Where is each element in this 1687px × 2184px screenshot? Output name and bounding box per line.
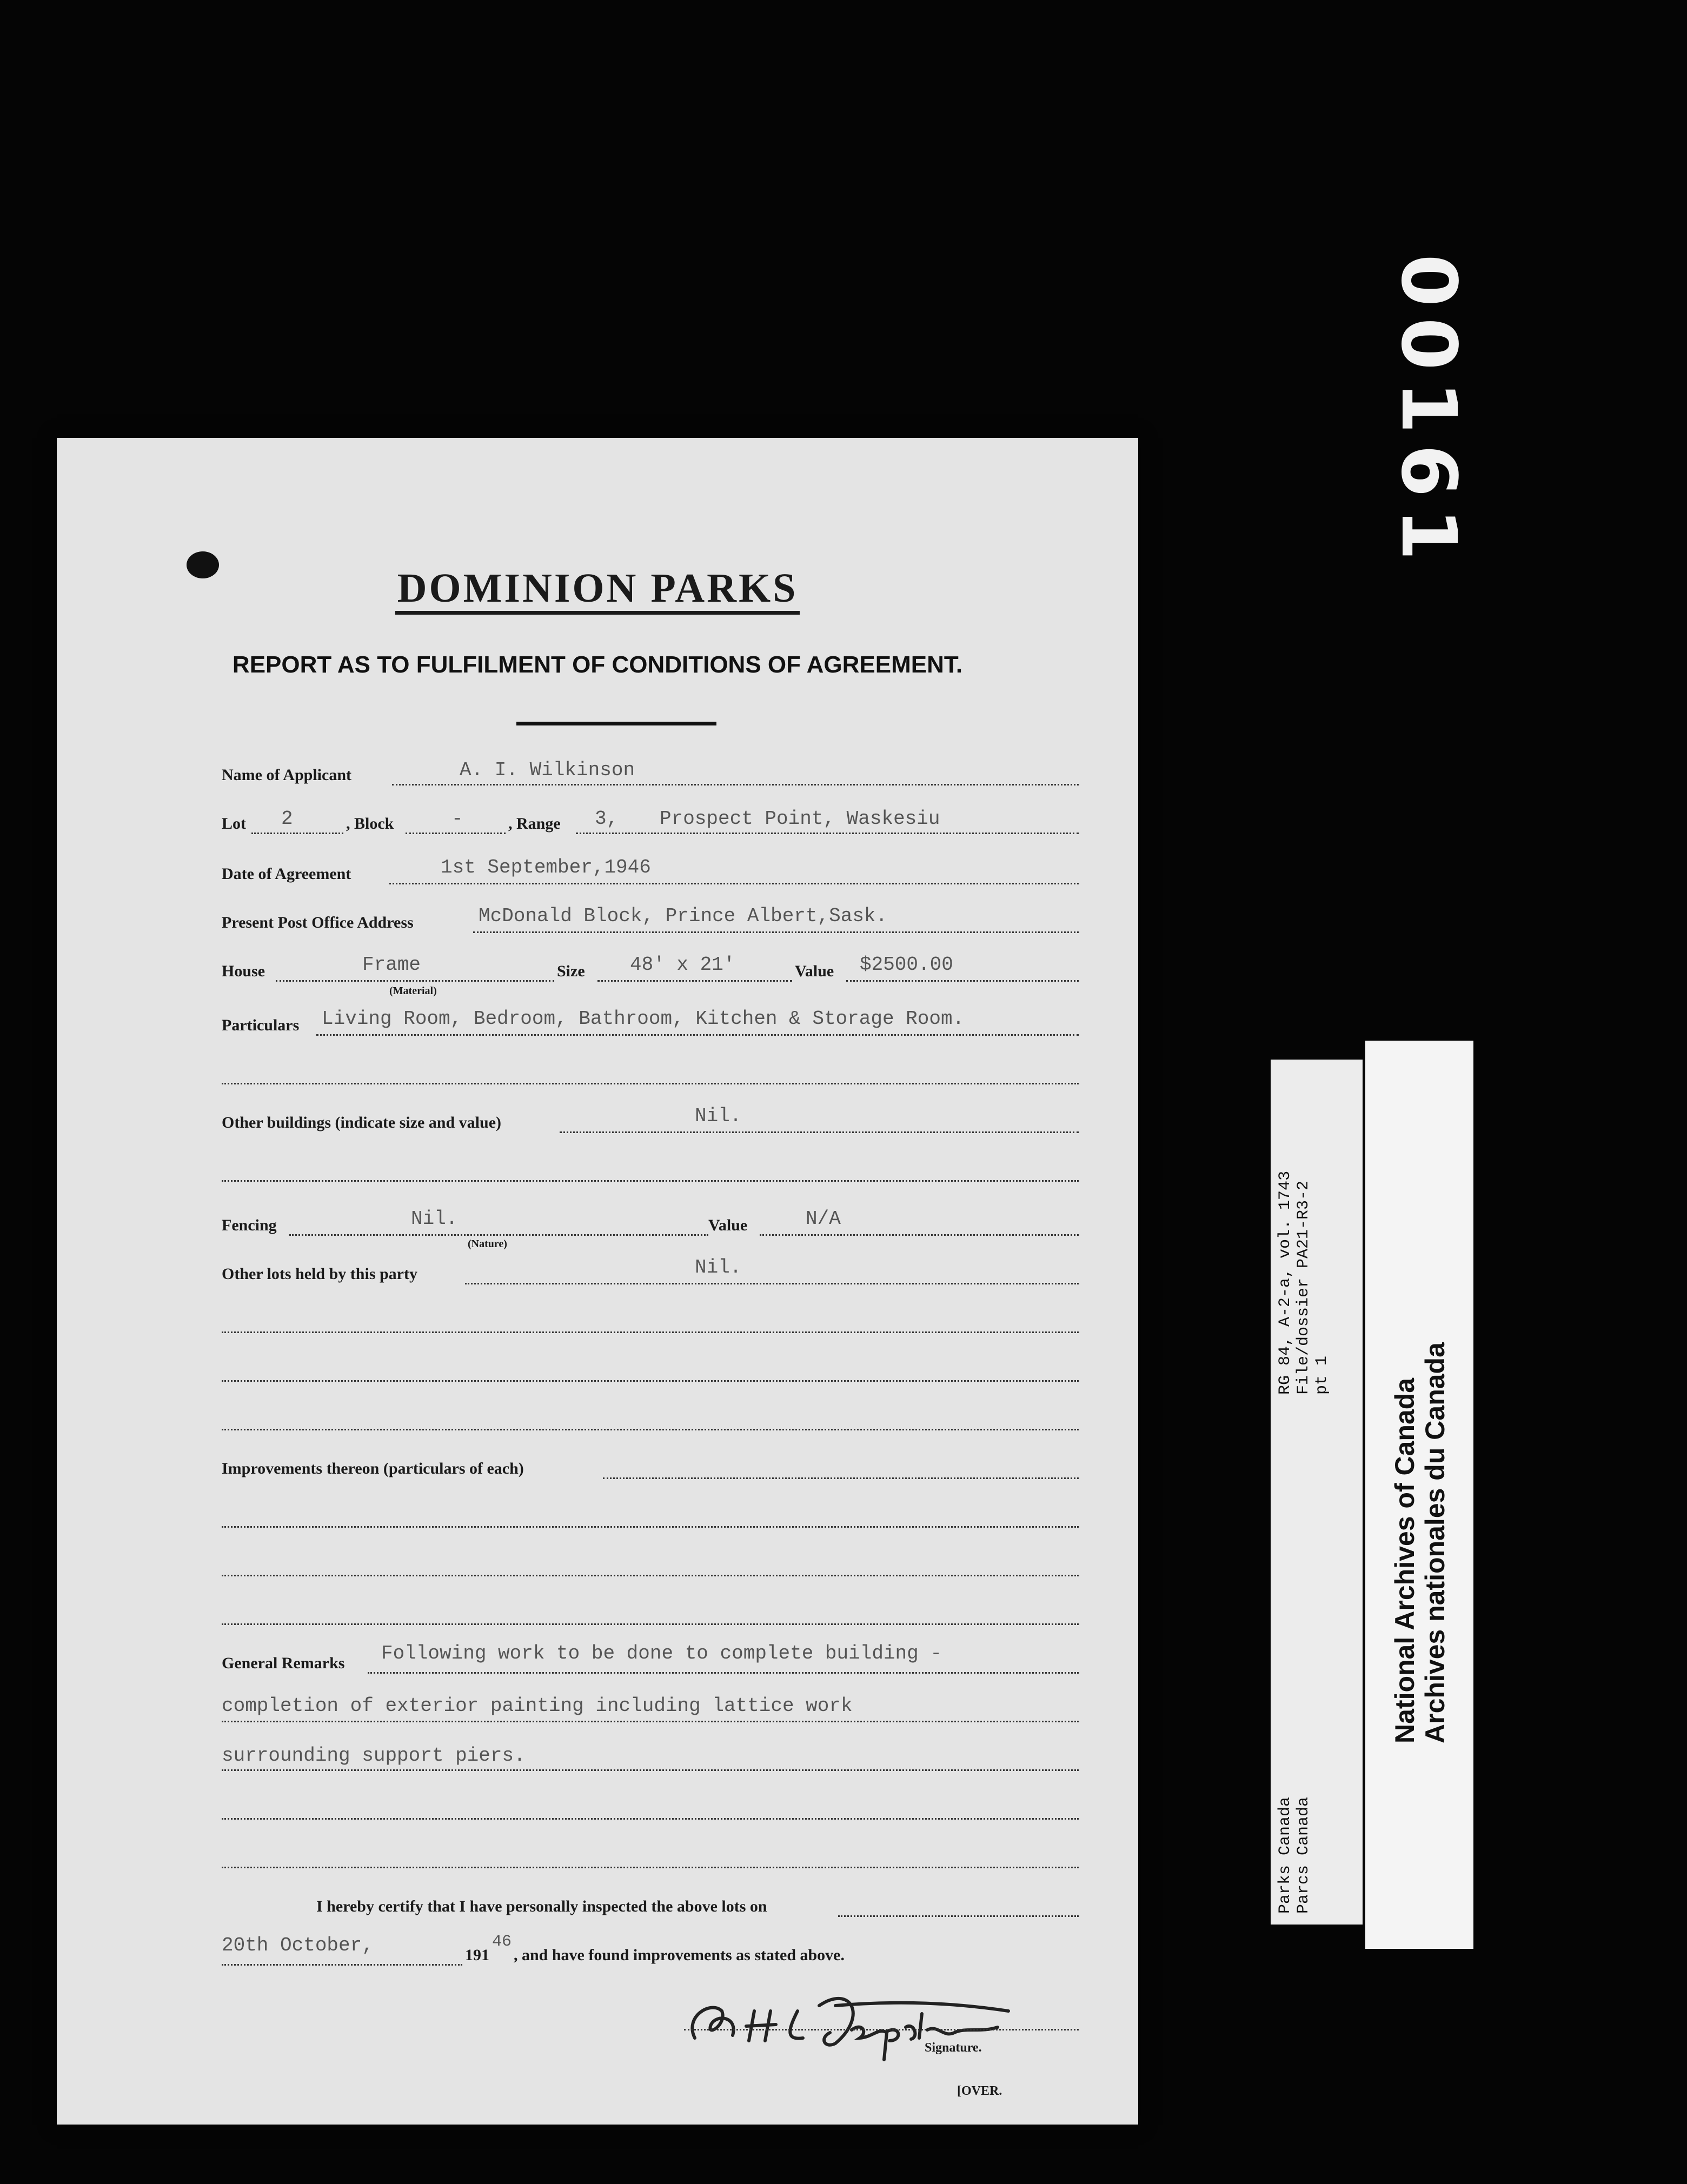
- rule: [251, 833, 343, 834]
- rule: [222, 1818, 1079, 1820]
- archive-name-fr: Archives nationales du Canada: [1420, 1342, 1450, 1743]
- value-size: 48' x 21': [630, 954, 735, 976]
- rule: [560, 1131, 1079, 1133]
- rule: [222, 1721, 1079, 1722]
- label-lot: Lot: [222, 815, 246, 833]
- reference-line-3: pt 1: [1313, 1355, 1331, 1395]
- value-fence-value: N/A: [806, 1208, 841, 1230]
- rule: [846, 980, 1079, 982]
- label-material: (Material): [389, 985, 437, 997]
- label-name: Name of Applicant: [222, 766, 351, 784]
- value-other-lots: Nil.: [695, 1256, 742, 1279]
- label-certify: I hereby certify that I have personally inspected the above lots on: [316, 1897, 767, 1915]
- value-name: A. I. Wilkinson: [460, 759, 635, 781]
- label-other-lots: Other lots held by this party: [222, 1265, 417, 1283]
- value-house-value: $2500.00: [860, 954, 953, 976]
- value-address: McDonald Block, Prince Albert,Sask.: [479, 905, 888, 927]
- rule: [222, 1769, 1079, 1771]
- form-page: [57, 438, 1138, 2125]
- label-signature: Signature.: [925, 2041, 982, 2055]
- label-particulars: Particulars: [222, 1016, 300, 1034]
- rule: [368, 1672, 1079, 1674]
- value-particulars: Living Room, Bedroom, Bathroom, Kitchen & Storage Room.: [322, 1008, 965, 1030]
- value-year-suffix: 46: [492, 1933, 512, 1951]
- rule: [222, 1380, 1079, 1382]
- rule: [222, 1331, 1079, 1333]
- value-fencing: Nil.: [411, 1208, 458, 1230]
- rule: [389, 883, 1079, 884]
- label-range: , Range: [508, 815, 561, 833]
- label-other-buildings: Other buildings (indicate size and value): [222, 1114, 502, 1131]
- rule: [222, 1964, 462, 1966]
- value-remarks-line-2: completion of exterior painting including lattice work: [222, 1695, 853, 1717]
- rule: [576, 833, 1079, 834]
- label-address: Present Post Office Address: [222, 914, 414, 931]
- label-block: , Block: [346, 815, 394, 833]
- label-over: [OVER.: [957, 2084, 1002, 2098]
- value-house: Frame: [362, 954, 421, 976]
- agency-fr: Parcs Canada: [1294, 1796, 1313, 1914]
- rule: [838, 1915, 1079, 1917]
- label-fence-value: Value: [708, 1216, 748, 1234]
- label-size: Size: [557, 962, 585, 980]
- value-range: 3,: [595, 808, 619, 830]
- label-improvements: Improvements thereon (particulars of each): [222, 1460, 524, 1477]
- form-title: DOMINION PARKS: [57, 565, 1138, 612]
- reference-line-2: File/dossier PA21-R3-2: [1294, 1180, 1313, 1395]
- value-date: 1st September,1946: [441, 856, 651, 878]
- value-other-buildings: Nil.: [695, 1105, 742, 1127]
- form-subtitle: REPORT AS TO FULFILMENT OF CONDITIONS OF AGREEMENT.: [232, 651, 963, 678]
- label-found: , and have found improvements as stated above.: [514, 1946, 845, 1964]
- rule: [603, 1477, 1079, 1479]
- archive-reference-slip: [1271, 1060, 1363, 1925]
- rule: [289, 1234, 708, 1236]
- label-remarks: General Remarks: [222, 1654, 345, 1672]
- value-remarks-line-3: surrounding support piers.: [222, 1744, 526, 1767]
- label-value: Value: [795, 962, 834, 980]
- rule: [276, 980, 554, 982]
- agency-en: Parks Canada: [1276, 1796, 1294, 1914]
- rule: [222, 1180, 1079, 1182]
- value-remarks-line-1: Following work to be done to complete building -: [381, 1642, 942, 1664]
- label-year-prefix: 191: [465, 1946, 489, 1964]
- rule: [406, 833, 506, 834]
- rule: [473, 931, 1079, 933]
- rule: [316, 1034, 1079, 1036]
- rule: [222, 1526, 1079, 1528]
- title-divider: [516, 722, 716, 725]
- signature-rule: [684, 2029, 1079, 2030]
- rule: [465, 1283, 1079, 1284]
- value-location: Prospect Point, Waskesiu: [660, 808, 940, 830]
- rule: [222, 1867, 1079, 1868]
- frame-number: 00161: [1384, 254, 1472, 572]
- reference-line-1: RG 84, A-2-a, vol. 1743: [1276, 1170, 1294, 1395]
- national-archives-slip: [1365, 1041, 1473, 1949]
- rule: [392, 784, 1079, 785]
- value-inspection-date: 20th October,: [222, 1934, 374, 1956]
- value-block: -: [451, 808, 463, 830]
- label-date: Date of Agreement: [222, 865, 351, 883]
- rule: [222, 1429, 1079, 1430]
- value-lot: 2: [281, 808, 293, 830]
- rule: [222, 1575, 1079, 1576]
- rule: [597, 980, 792, 982]
- rule: [760, 1234, 1079, 1236]
- rule: [222, 1083, 1079, 1084]
- rule: [222, 1623, 1079, 1625]
- archive-name-en: National Archives of Canada: [1390, 1377, 1420, 1743]
- label-nature: (Nature): [468, 1238, 507, 1250]
- label-house: House: [222, 962, 265, 980]
- label-fencing: Fencing: [222, 1216, 277, 1234]
